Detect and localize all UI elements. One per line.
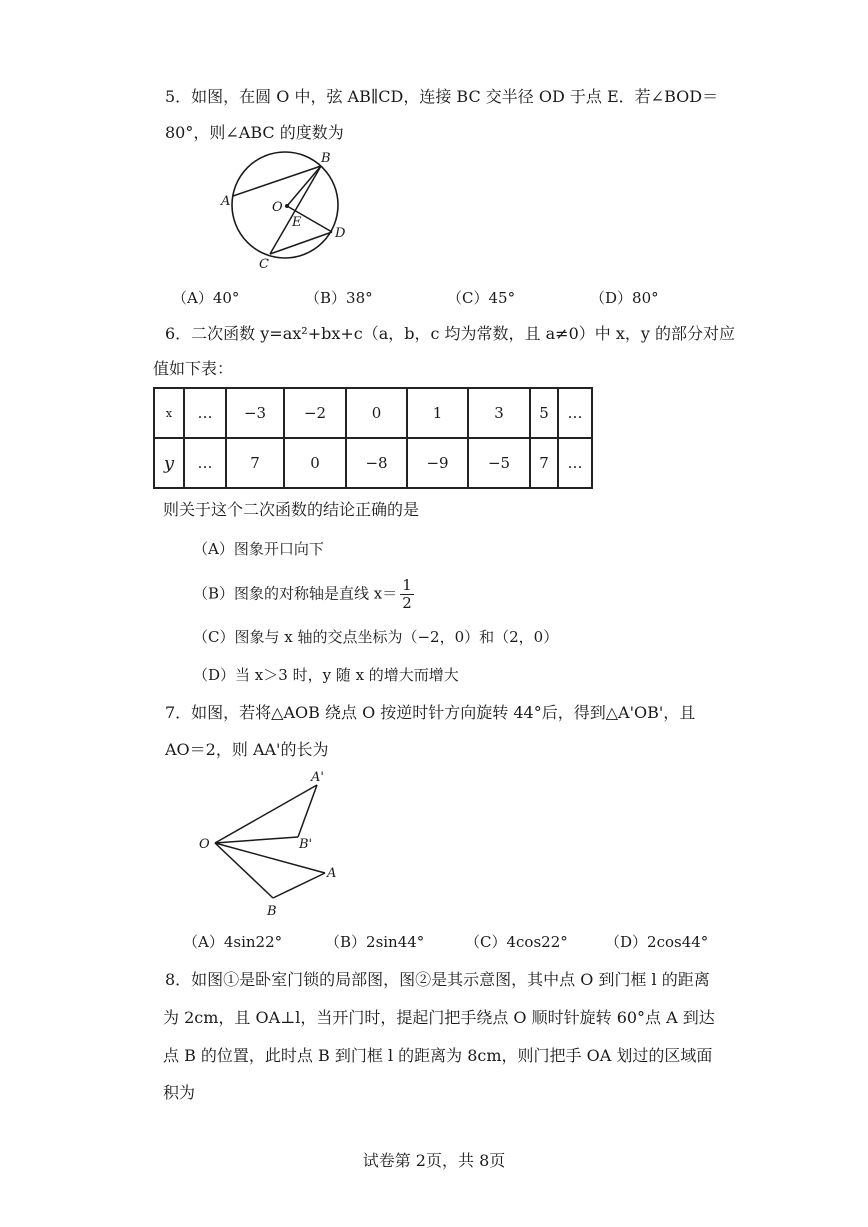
table-cell: 0 xyxy=(346,388,407,438)
fraction-denominator: 2 xyxy=(402,594,412,612)
q6-option-c: （C）图象与 x 轴的交点坐标为（−2，0）和（2，0） xyxy=(193,628,559,646)
q7-option-d: （D）2cos44° xyxy=(605,933,709,951)
circle-o xyxy=(232,152,338,258)
label-d: D xyxy=(335,226,346,241)
table-cell: 0 xyxy=(284,438,346,488)
table-cell: −8 xyxy=(346,438,407,488)
q6-question-stem: 则关于这个二次函数的结论正确的是 xyxy=(163,500,420,519)
label-o: O xyxy=(272,200,283,215)
table-cell: 7 xyxy=(530,438,558,488)
q5-stem-line1: 5．如图，在圆 O 中，弦 AB∥CD，连接 BC 交半径 OD 于点 E．若∠BOD＝ xyxy=(165,87,719,106)
q6-option-b-text: （B）图象的对称轴是直线 x＝ xyxy=(193,584,398,603)
q8-stem-line4: 积为 xyxy=(163,1083,196,1102)
table-cell: … xyxy=(184,388,226,438)
label-a: A xyxy=(221,194,231,209)
table-cell: −5 xyxy=(468,438,530,488)
label-e: E xyxy=(292,215,302,230)
label-b-prime: B' xyxy=(299,837,313,852)
label-o: O xyxy=(199,837,210,852)
q5-option-b: （B）38° xyxy=(305,289,373,307)
q5-option-a: （A）40° xyxy=(172,289,240,307)
table-cell: −9 xyxy=(407,438,468,488)
q6-stem-line1: 6．二次函数 y=ax²+bx+c（a，b，c 均为常数，且 a≠0）中 x，y 的部分对应 xyxy=(165,324,736,343)
q7-option-a: （A）4sin22° xyxy=(183,933,283,951)
q5-option-d: （D）80° xyxy=(590,289,659,307)
fraction-numerator: 1 xyxy=(402,576,412,594)
segment-a1b1 xyxy=(298,785,317,837)
q8-stem-line2: 为 2cm，且 OA⊥l，当开门时，提起门把手绕点 O 顺时针旋转 60°点 A 到达 xyxy=(163,1008,715,1027)
table-cell: 3 xyxy=(468,388,530,438)
table-cell: 7 xyxy=(226,438,284,488)
q5-stem-line2: 80°，则∠ABC 的度数为 xyxy=(165,123,344,142)
segment-ob1 xyxy=(215,837,298,843)
table-row-x xyxy=(154,388,592,438)
q8-stem-line3: 点 B 的位置，此时点 B 到门框 l 的距离为 8cm，则门把手 OA 划过的区域面 xyxy=(163,1046,713,1065)
page-footer: 试卷第 2页，共 8页 xyxy=(362,1151,506,1170)
table-cell: … xyxy=(558,388,592,438)
q6-stem-line2: 值如下表： xyxy=(153,359,234,378)
table-cell: … xyxy=(184,438,226,488)
label-c: C xyxy=(259,257,269,272)
table-cell: 1 xyxy=(407,388,468,438)
q7-option-b: （B）2sin44° xyxy=(325,933,425,951)
label-b: B xyxy=(267,904,277,919)
q6-option-b xyxy=(193,577,414,612)
segment-oa1 xyxy=(215,785,317,843)
segment-ab xyxy=(273,873,325,898)
q7-stem-line2: AO＝2，则 AA'的长为 xyxy=(165,740,329,759)
q7-stem-line1: 7．如图，若将△AOB 绕点 O 按逆时针方向旋转 44°后，得到△A'OB'，且 xyxy=(165,703,696,722)
table-cell: −2 xyxy=(284,388,346,438)
table-cell: 5 xyxy=(530,388,558,438)
q6-value-table xyxy=(153,387,593,489)
center-point xyxy=(285,204,289,208)
q7-option-c: （C）4cos22° xyxy=(465,933,568,951)
fraction-one-half xyxy=(400,577,414,612)
label-a-prime: A' xyxy=(311,770,324,785)
q5-option-c: （C）45° xyxy=(447,289,516,307)
table-header-y: y xyxy=(154,438,184,488)
table-cell: … xyxy=(558,438,592,488)
label-a: A xyxy=(327,866,337,881)
label-b: B xyxy=(321,151,331,166)
table-row-y xyxy=(154,438,592,488)
table-header-x: x xyxy=(154,388,184,438)
q7-rotation-figure xyxy=(195,765,355,923)
q6-option-d: （D）当 x＞3 时，y 随 x 的增大而增大 xyxy=(193,666,459,684)
q6-option-a: （A）图象开口向下 xyxy=(193,540,324,558)
table-cell: −3 xyxy=(226,388,284,438)
q8-stem-line1: 8．如图①是卧室门锁的局部图，图②是其示意图，其中点 O 到门框 l 的距离 xyxy=(165,970,710,989)
q5-circle-figure xyxy=(215,148,365,272)
